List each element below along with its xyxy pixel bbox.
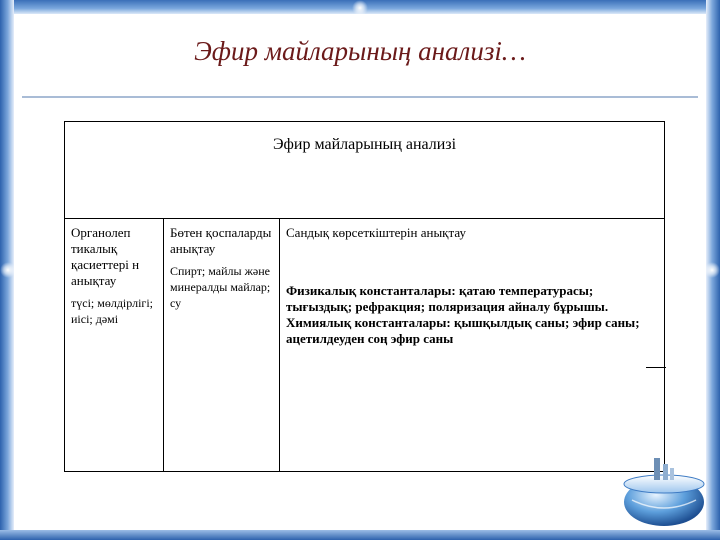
table-heading-text: Эфир майларының анализі xyxy=(272,136,457,153)
column-body-organoleptic: түсі; мөлдірлігі; иісі; дәмі xyxy=(71,296,154,326)
column-body-impurities: Спирт; майлы және минералды майлар; су xyxy=(170,264,271,310)
globe-decoration-icon xyxy=(618,440,710,532)
column-head-organoleptic: Органолеп тикалық қасиеттері н анықтау xyxy=(71,225,140,288)
title-divider xyxy=(22,96,698,98)
frame-bottom xyxy=(0,530,720,540)
side-dash xyxy=(646,367,666,368)
table-cell-organoleptic xyxy=(65,219,164,472)
column-head-impurities: Бөтен қоспаларды анықтау xyxy=(170,225,272,256)
sparkle-icon xyxy=(352,0,368,16)
table-heading xyxy=(65,122,665,219)
table-heading-row xyxy=(65,122,665,219)
analysis-table xyxy=(64,121,665,472)
table-body-row xyxy=(65,219,665,472)
table-cell-impurities xyxy=(164,219,280,472)
column-body-quantitative: Физикалық константалары: қатаю температурасы; тығыздық; рефракция; поляризация айналу бұрышы. Химиялық константалары: қышқылдық саны; эфир саны; ацетилдеуден соң эфир саны xyxy=(286,283,640,346)
slide-title: Эфир майларының анализі… xyxy=(194,36,526,66)
table-cell-quantitative xyxy=(280,219,665,472)
sparkle-icon xyxy=(704,262,720,278)
sparkle-icon xyxy=(0,262,16,278)
column-head-quantitative: Сандық көрсеткіштерін анықтау xyxy=(286,225,466,240)
